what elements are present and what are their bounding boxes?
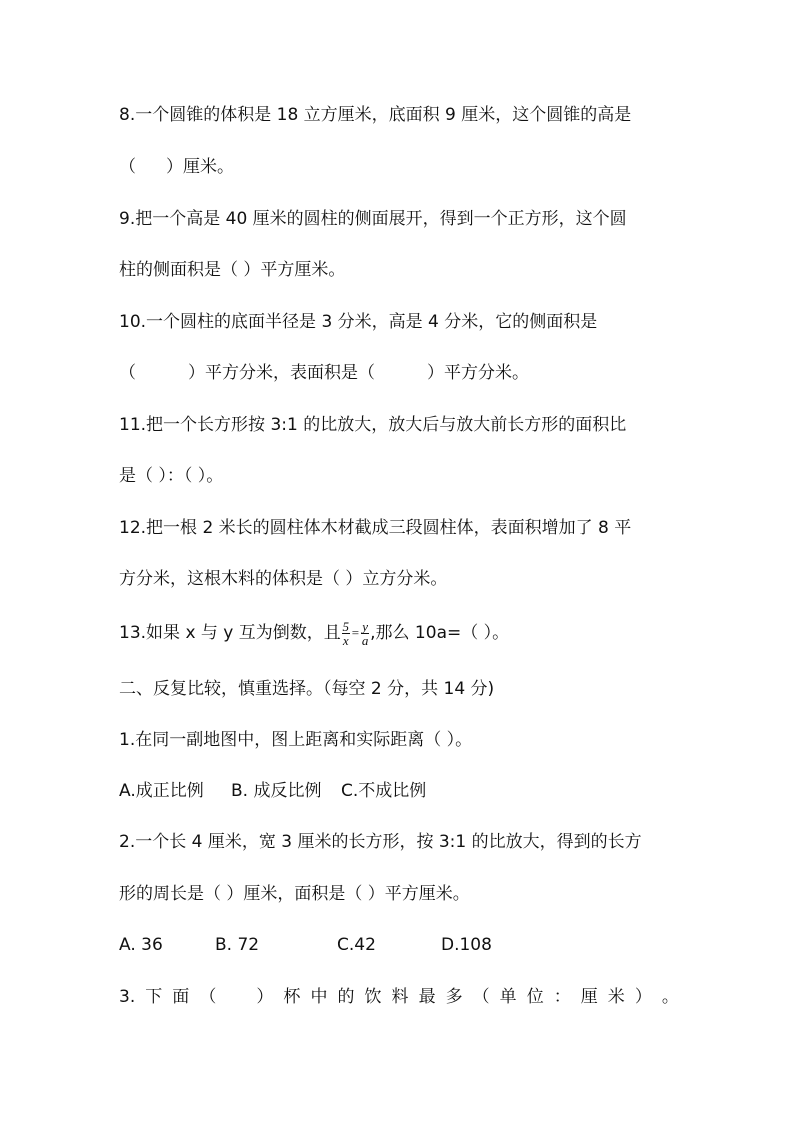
q8-blank-open: （ (119, 157, 136, 177)
s2q3-char: 米 (607, 987, 625, 1007)
s2q3-char: 多 (445, 987, 463, 1007)
q13-fraction-y-over-a (361, 620, 369, 647)
s2q3-char: 。 (661, 987, 679, 1007)
q13-line (119, 618, 679, 648)
s2q3-char: 料 (391, 987, 409, 1007)
q8-line1: 8.一个圆锥的体积是 18 立方厘米，底面积 9 厘米，这个圆锥的高是 (119, 105, 632, 125)
q11-line2: 是（ ）：（ ）。 (119, 466, 224, 486)
q8-line2 (119, 155, 679, 179)
s2q3-char: 杯 (283, 987, 301, 1007)
s2q3-char: 下 (145, 987, 163, 1007)
q9-line1: 9.把一个高是 40 厘米的圆柱的侧面展开，得到一个正方形，这个圆 (119, 209, 627, 229)
q12-line1: 12.把一根 2 米长的圆柱体木材截成三段圆柱体，表面积增加了 8 平 (119, 518, 632, 538)
s2q3-char: 厘 (580, 987, 598, 1007)
s2q2-line2: 形的周长是（ ）厘米，面积是（ ）平方厘米。 (119, 884, 470, 904)
s2q3-char: 3. (119, 987, 136, 1007)
q12-line2: 方分米，这根木料的体积是（ ）立方分米。 (119, 569, 448, 589)
q10-end: ）平方分米。 (427, 363, 529, 383)
q13-frac2-den: a (361, 632, 369, 648)
s2q3-char: （ (199, 987, 217, 1007)
section2-heading: 二、反复比较，慎重选择。（每空 2 分，共 14 分) (119, 679, 495, 699)
s2q3-char: （ (472, 987, 490, 1007)
s2q3-char: 中 (310, 987, 328, 1007)
q13-equals: = (351, 625, 360, 640)
s2q3-line (119, 985, 679, 1009)
q10-line2 (119, 361, 679, 385)
s2q2-options (119, 933, 679, 957)
q9-line2: 柱的侧面积是（ ）平方厘米。 (119, 260, 346, 280)
s2q3-char: ） (634, 987, 652, 1007)
q13-frac1-num: 5 (342, 618, 350, 634)
s2q1-option-a[interactable]: A.成正比例 (119, 781, 204, 801)
q10-blank1-open: （ (119, 363, 136, 383)
s2q3-char: 单 (499, 987, 517, 1007)
s2q3-char: ） (256, 987, 274, 1007)
s2q2-option-b[interactable]: B. 72 (215, 935, 260, 955)
q11-line1: 11.把一个长方形按 3:1 的比放大，放大后与放大前长方形的面积比 (119, 415, 627, 435)
s2q3-char: 位 (526, 987, 544, 1007)
q10-line1: 10.一个圆柱的底面半径是 3 分米，高是 4 分米，它的侧面积是 (119, 312, 598, 332)
s2q3-char: 最 (418, 987, 436, 1007)
q13-prefix: 13.如果 x 与 y 互为倒数，且 (119, 623, 341, 643)
q13-fraction-5-over-x (342, 620, 350, 647)
s2q2-option-d[interactable]: D.108 (441, 935, 492, 955)
s2q1-option-c[interactable]: C.不成比例 (341, 781, 427, 801)
s2q3-char: 的 (337, 987, 355, 1007)
s2q3-char: 面 (172, 987, 190, 1007)
s2q3-char: ： (553, 987, 571, 1007)
q13-frac2-num: y (362, 618, 369, 634)
s2q2-option-c[interactable]: C.42 (337, 935, 376, 955)
q10-mid: ）平方分米，表面积是（ (188, 363, 375, 383)
s2q3-blank[interactable] (226, 985, 246, 1009)
s2q1-options (119, 779, 679, 803)
s2q1-option-b[interactable]: B. 成反比例 (231, 781, 322, 801)
s2q2-option-a[interactable]: A. 36 (119, 935, 163, 955)
s2q3-char: 饮 (364, 987, 382, 1007)
q13-suffix: ,那么 10a=（ ）。 (370, 623, 510, 643)
q13-frac1-den: x (342, 632, 349, 648)
s2q1-line1: 1.在同一副地图中，图上距离和实际距离（ ）。 (119, 730, 473, 750)
q8-blank-close: ）厘米。 (166, 157, 234, 177)
s2q2-line1: 2.一个长 4 厘米，宽 3 厘米的长方形，按 3:1 的比放大，得到的长方 (119, 832, 642, 852)
